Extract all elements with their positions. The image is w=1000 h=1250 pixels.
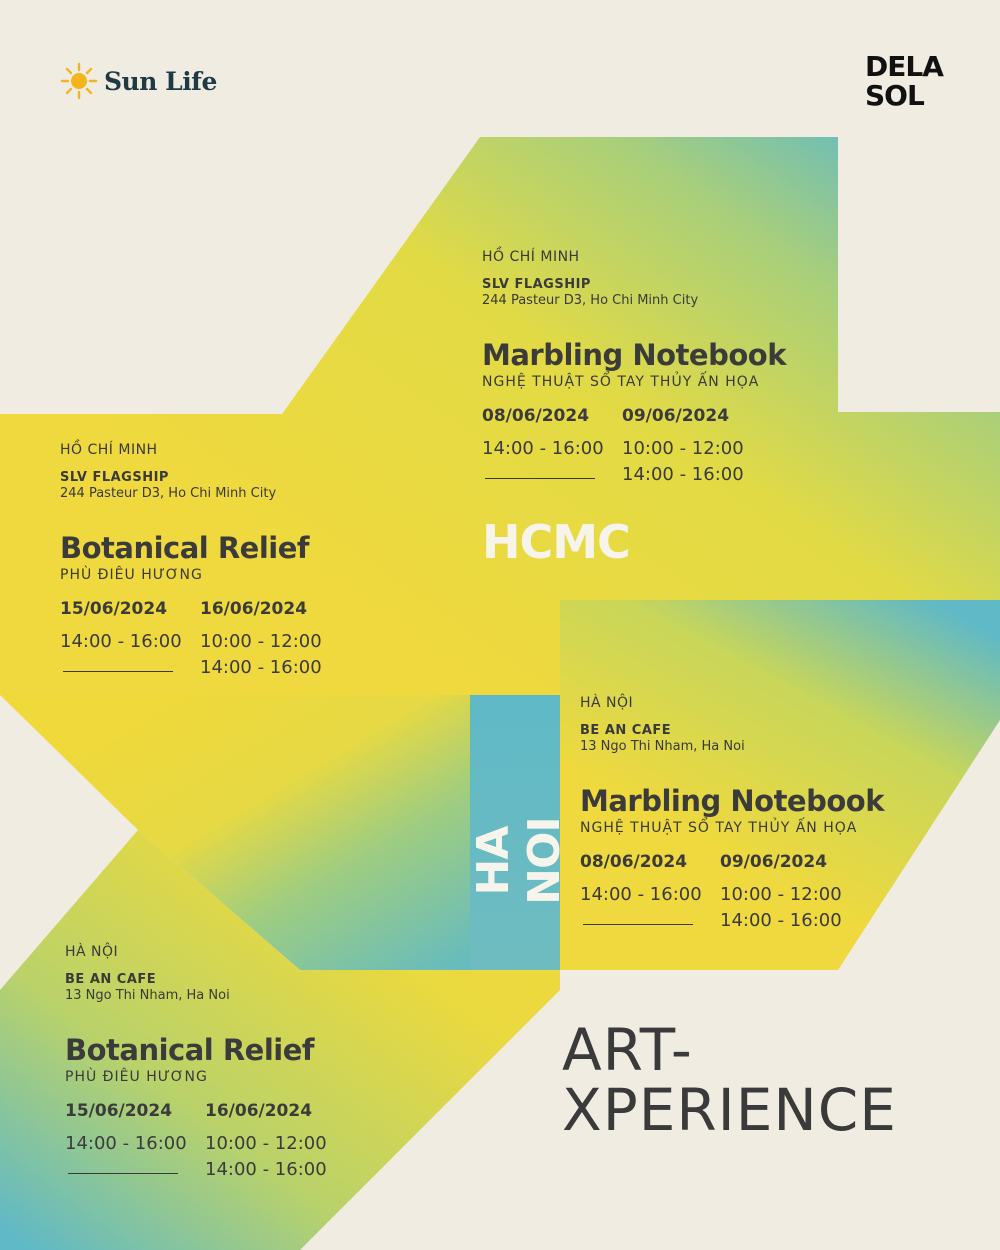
- schedule-day: [205, 1101, 345, 1183]
- schedule-time: 14:00 - 16:00: [482, 438, 604, 459]
- schedule-date: 08/06/2024: [482, 406, 590, 426]
- event-schedule: [580, 852, 920, 934]
- event-subtitle: PHÙ ĐIÊU HƯƠNG: [60, 567, 203, 583]
- schedule-time: 14:00 - 16:00: [622, 464, 744, 485]
- event-hcmc-marbling: [482, 249, 822, 488]
- headline-line-2: XPERIENCE: [562, 1076, 897, 1144]
- schedule-day: [200, 599, 340, 681]
- art-xperience-headline: [562, 1016, 897, 1144]
- sun-life-wordmark: Sun Life: [104, 66, 217, 96]
- event-city: HỒ CHÍ MINH: [482, 249, 580, 265]
- schedule-day: [65, 1101, 205, 1183]
- event-hanoi-botanical: [65, 944, 405, 1183]
- schedule-day: [622, 406, 762, 488]
- event-address: 13 Ngo Thi Nham, Ha Noi: [65, 988, 230, 1003]
- dela-sol-logo: [865, 52, 943, 114]
- schedule-time: 10:00 - 12:00: [720, 884, 842, 905]
- event-subtitle: PHÙ ĐIÊU HƯƠNG: [65, 1069, 208, 1085]
- event-city: HÀ NỘI: [580, 695, 634, 711]
- divider: [68, 1173, 178, 1174]
- event-schedule: [60, 599, 400, 681]
- event-address: 244 Pasteur D3, Ho Chi Minh City: [482, 293, 699, 308]
- schedule-day: [720, 852, 860, 934]
- sun-icon: [60, 62, 98, 100]
- schedule-time: 14:00 - 16:00: [65, 1133, 187, 1154]
- schedule-date: 15/06/2024: [60, 599, 168, 619]
- event-schedule: [65, 1101, 405, 1183]
- event-title: Botanical Relief: [60, 531, 310, 565]
- schedule-time: 10:00 - 12:00: [622, 438, 744, 459]
- schedule-time: 14:00 - 16:00: [720, 910, 842, 931]
- event-city: HỒ CHÍ MINH: [60, 442, 158, 458]
- event-city: HÀ NỘI: [65, 944, 119, 960]
- hanoi-label: HA NOI: [468, 817, 570, 905]
- sun-life-logo: [60, 62, 217, 100]
- event-subtitle: NGHỆ THUẬT SỔ TAY THỦY ẤN HỌA: [482, 374, 760, 390]
- schedule-date: 15/06/2024: [65, 1101, 173, 1121]
- sol-wordmark: SOL: [865, 79, 924, 112]
- schedule-day: [580, 852, 720, 934]
- dela-wordmark: DELA: [865, 50, 943, 83]
- schedule-time: 10:00 - 12:00: [200, 631, 322, 652]
- schedule-time: 14:00 - 16:00: [580, 884, 702, 905]
- event-hanoi-marbling: [580, 695, 920, 934]
- event-address: 244 Pasteur D3, Ho Chi Minh City: [60, 486, 277, 501]
- event-schedule: [482, 406, 822, 488]
- schedule-time: 14:00 - 16:00: [60, 631, 182, 652]
- event-venue: SLV FLAGSHIP: [482, 277, 591, 292]
- divider: [485, 478, 595, 479]
- divider: [63, 671, 173, 672]
- schedule-date: 09/06/2024: [622, 406, 730, 426]
- event-title: Marbling Notebook: [580, 784, 884, 818]
- event-venue: SLV FLAGSHIP: [60, 470, 169, 485]
- headline-line-1: ART-: [562, 1016, 693, 1084]
- event-subtitle: NGHỆ THUẬT SỔ TAY THỦY ẤN HỌA: [580, 820, 858, 836]
- schedule-date: 09/06/2024: [720, 852, 828, 872]
- hcmc-label: HCMC: [482, 515, 630, 569]
- event-address: 13 Ngo Thi Nham, Ha Noi: [580, 739, 745, 754]
- schedule-date: 08/06/2024: [580, 852, 688, 872]
- event-title: Botanical Relief: [65, 1033, 315, 1067]
- schedule-date: 16/06/2024: [205, 1101, 313, 1121]
- schedule-date: 16/06/2024: [200, 599, 308, 619]
- event-hcmc-botanical: [60, 442, 400, 681]
- schedule-day: [60, 599, 200, 681]
- schedule-time: 14:00 - 16:00: [200, 657, 322, 678]
- divider: [583, 924, 693, 925]
- event-venue: BE AN CAFE: [65, 972, 157, 987]
- event-venue: BE AN CAFE: [580, 723, 672, 738]
- schedule-day: [482, 406, 622, 488]
- schedule-time: 10:00 - 12:00: [205, 1133, 327, 1154]
- event-title: Marbling Notebook: [482, 338, 786, 372]
- schedule-time: 14:00 - 16:00: [205, 1159, 327, 1180]
